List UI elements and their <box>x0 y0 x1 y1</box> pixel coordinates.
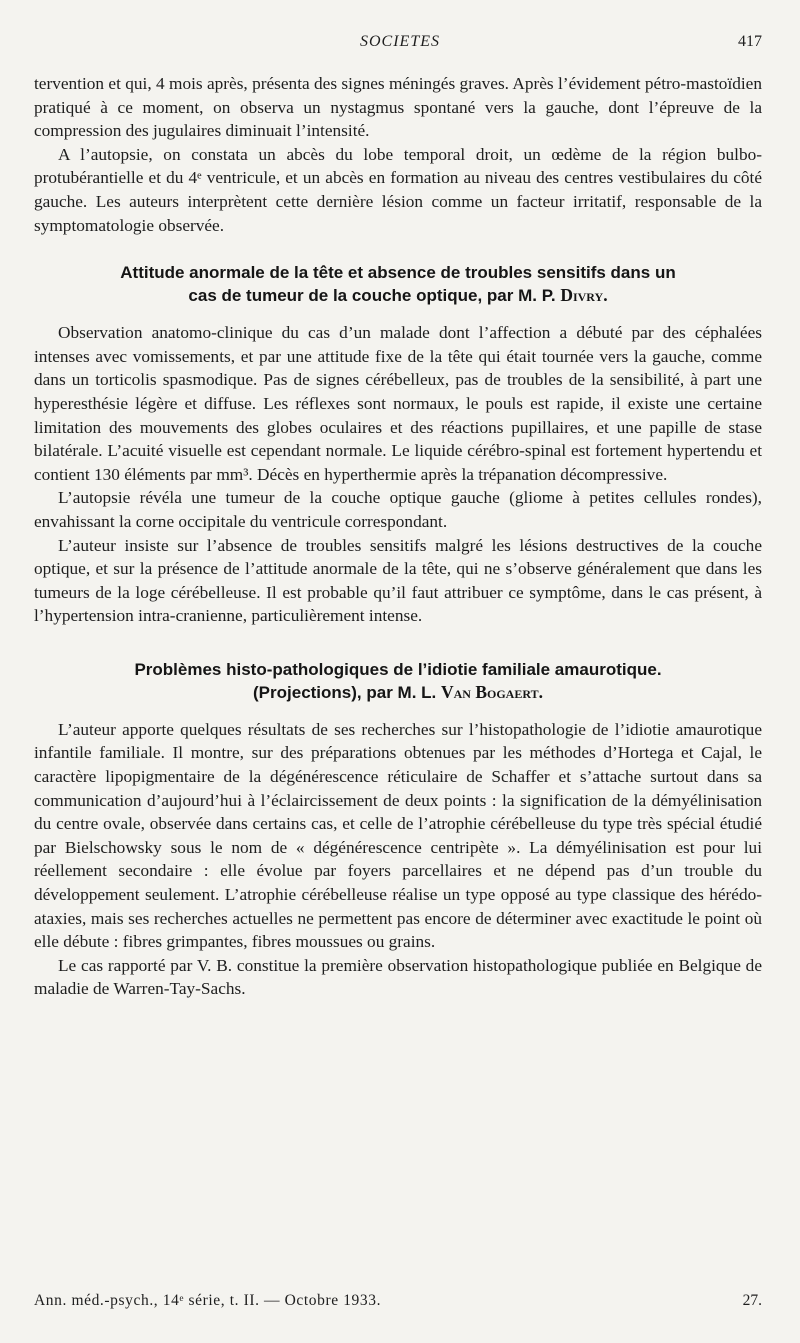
section-heading-line: cas de tumeur de la couche optique, par M. P. <box>188 286 561 306</box>
section-heading-divry <box>34 261 762 307</box>
paragraph-discussion: L’auteur insiste sur l’absence de troubles sensitifs malgré les lésions destructives de la couche optique, et sur la présence de l’attitude anormale de la tête, qui ne s’observe généralement que dans les tumeurs de la loge cérébelleuse. Il est probable qu’il faut attribuer ce symptôme, dans le cas présent, à l’hypertension intra-cranienne, particulièrement intense. <box>34 535 762 626</box>
journal-citation: Ann. méd.-psych., 14ᵉ série, t. II. — Octobre 1933. <box>34 1292 382 1309</box>
paragraph-autopsy: A l’autopsie, on constata un abcès du lobe temporal droit, un œdème de la région bulbo-protubérantielle et du 4ᵉ ventricule, et un abcès en formation au niveau des centres vestibulaires du côté gauche. Les auteurs interprètent cette dernière lésion comme un facteur irritatif, responsable de la symptomatologie observée. <box>34 144 762 235</box>
page-number: 417 <box>738 33 762 50</box>
section-heading-line: Attitude anormale de la tête et absence de troubles sensitifs dans un <box>120 263 676 283</box>
running-title: SOCIETES <box>360 33 440 50</box>
section-heading-line: Problèmes histo-pathologiques de l’idiotie familiale amaurotique. <box>134 659 662 679</box>
page-footer <box>34 1292 762 1314</box>
paragraph-observation: Observation anatomo-clinique du cas d’un malade dont l’affection a débuté par des céphalées intenses avec vomissements, et par une attitude fixe de la tête qui était tournée vers la gauche, comme dans un torticolis spasmodique. Pas de signes cérébelleux, pas de troubles de la sensibilité, à part une hyperesthésie légère et diffuse. Les réflexes sont normaux, le pouls est rapide, il existe une certaine limitation des mouvements des globes oculaires et des réactions pupillaires, et une papille de stase bilatérale. L’acuité visuelle est cependant normale. Le liquide cérébro-spinal est fortement hypertendu et contient 130 éléments par mm³. Décès en hyperthermie après la trépanation décompressive. <box>34 323 762 484</box>
signature-mark: 27. <box>742 1292 762 1309</box>
section-heading-line: (Projections), par M. L. <box>253 682 441 702</box>
paragraph-case-report: Le cas rapporté par V. B. constitue la première observation histopathologique publiée en Belgique de maladie de Warren-Tay-Sachs. <box>34 955 762 999</box>
paragraph-continued: tervention et qui, 4 mois après, présenta des signes méningés graves. Après l’évidement pétro-mastoïdien pratiqué à ce moment, on observa un nystagmus spontané vers la gauche, dont l’épreuve de la compression des jugulaires diminuait l’intensité. <box>34 74 762 141</box>
section-author: Divry. <box>560 285 608 306</box>
running-header <box>38 33 762 55</box>
section-heading-van-bogaert <box>34 658 762 704</box>
page-body <box>34 72 762 1001</box>
section-author: Van Bogaert. <box>440 681 543 702</box>
paragraph-histopathology: L’auteur apporte quelques résultats de ses recherches sur l’histopathologie de l’idiotie amaurotique infantile familiale. Il montre, sur des préparations obtenues par les méthodes d’Hortega et Cajal, le caractère lipopigmentaire de la dégénérescence réticulaire de Schaffer et s’attache surtout dans sa communication d’aujourd’hui à l’éclaircissement de deux points : la signification de la démyélinisation du centre ovale, observée dans certains cas, et celle de l’atrophie cérébelleuse du type très spécial étudié par Bielschowsky sous le nom de « dégénérescence centripète ». La démyélinisation est pour lui réellement secondaire : elle évolue par foyers parcellaires et ne dépend pas d’un trouble du développement seulement. L’atrophie cérébelleuse réalise un type opposé au type classique des hérédo-ataxies, mais ses recherches actuelles ne permettent pas encore de déterminer avec exactitude le point où elle débute : fibres grimpantes, fibres moussues ou grains. <box>34 719 762 952</box>
paragraph-autopsy-tumor: L’autopsie révéla une tumeur de la couche optique gauche (gliome à petites cellules rondes), envahissant la corne occipitale du ventricule correspondant. <box>34 488 762 531</box>
